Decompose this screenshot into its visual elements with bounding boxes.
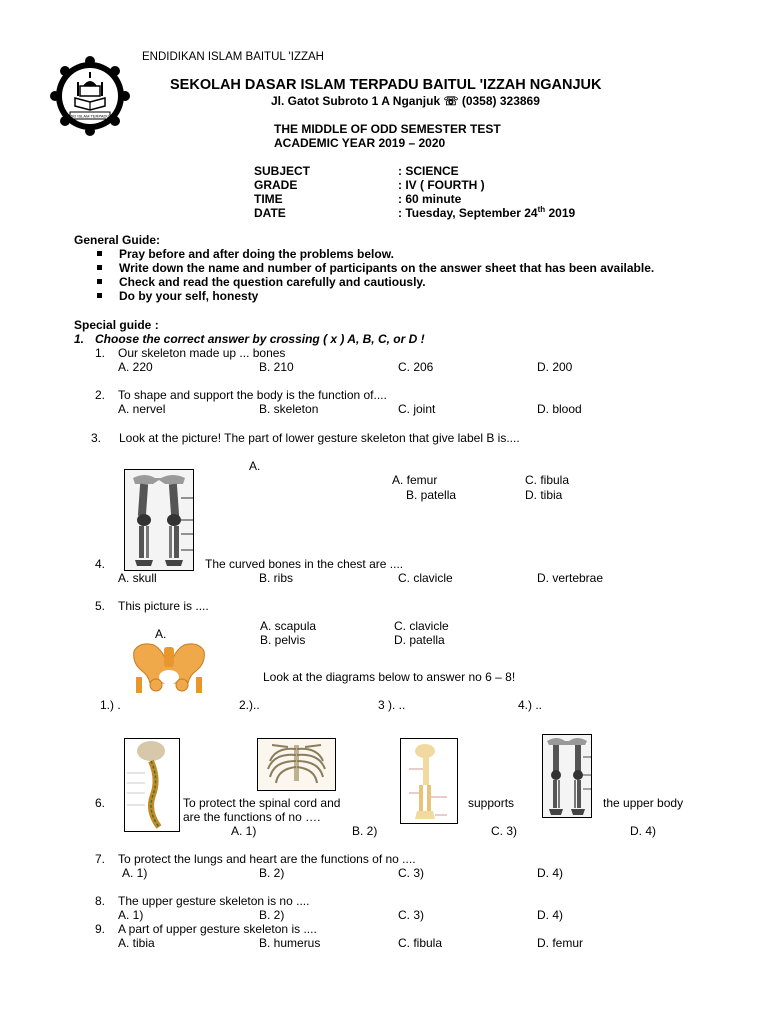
instruction-text: Choose the correct answer by crossing ( x ) A, B, C, or D ! (95, 332, 425, 346)
q4-option-d[interactable]: D. vertebrae (537, 571, 604, 585)
q3-number: 3. (91, 431, 102, 445)
q7-option-c[interactable]: C. 3) (398, 866, 425, 880)
q4-number: 4. (95, 557, 106, 571)
phone-icon: ☏ (443, 94, 459, 108)
q7-option-b[interactable]: B. 2) (259, 866, 285, 880)
foundation-name: ENDIDIKAN ISLAM BAITUL 'IZZAH (142, 51, 324, 63)
q9-option-c[interactable]: C. fibula (398, 936, 443, 950)
info-label-time: TIME (254, 192, 283, 206)
q6-option-d[interactable]: D. 4) (630, 824, 657, 838)
instruction-number: 1. (74, 332, 85, 346)
info-label-subject: SUBJECT (254, 164, 311, 178)
info-label-date: DATE (254, 206, 286, 220)
q8-option-a[interactable]: A. 1) (118, 908, 144, 922)
diagram-4-leg-picture (542, 734, 592, 818)
q1-option-d[interactable]: D. 200 (537, 360, 573, 374)
q9-option-b[interactable]: B. humerus (259, 936, 321, 950)
q5-option-d[interactable]: D. patella (394, 633, 445, 647)
q2-option-c[interactable]: C. joint (398, 402, 436, 416)
school-address: Jl. Gatot Subroto 1 A Nganjuk ☏ (0358) 323869 (271, 94, 540, 108)
q4-option-c[interactable]: C. clavicle (398, 571, 453, 585)
info-value-subject: : SCIENCE (398, 164, 459, 178)
info-value-date: : Tuesday, September 24th 2019 (398, 205, 576, 220)
general-guide-heading: General Guide: (74, 233, 161, 247)
q5-picture-label: A. (155, 627, 167, 641)
academic-year: ACADEMIC YEAR 2019 – 2020 (274, 136, 446, 150)
guide-item: Check and read the question carefully and cautiously. (97, 275, 654, 289)
q1-text: Our skeleton made up ... bones (118, 346, 286, 360)
diagram-label-2: 2.).. (239, 698, 260, 712)
q9-option-a[interactable]: A. tibia (118, 936, 155, 950)
q3-option-d[interactable]: D. tibia (525, 488, 563, 502)
diagram-3-arm-picture (400, 738, 458, 824)
q1-option-a[interactable]: A. 220 (118, 360, 153, 374)
q2-option-d[interactable]: D. blood (537, 402, 582, 416)
diagram-label-3: 3 ). .. (378, 698, 406, 712)
q3-option-c[interactable]: C. fibula (525, 473, 570, 487)
diagram-label-4: 4.) .. (518, 698, 543, 712)
diagram-label-1: 1.) . (100, 698, 121, 712)
info-value-grade: : IV ( FOURTH ) (398, 178, 485, 192)
q2-number: 2. (95, 388, 106, 402)
q6-text-upper-body: the upper body (603, 796, 684, 810)
q3-leg-skeleton-picture (124, 469, 194, 571)
q4-text: The curved bones in the chest are .... (205, 557, 404, 571)
q6-text-line1: To protect the spinal cord and (183, 796, 341, 810)
q7-text: To protect the lungs and heart are the functions of no .... (118, 852, 416, 866)
q2-option-b[interactable]: B. skeleton (259, 402, 319, 416)
q5-text: This picture is .... (118, 599, 209, 613)
q3-picture-label: A. (249, 459, 261, 473)
q8-text: The upper gesture skeleton is no .... (118, 894, 310, 908)
q9-option-d[interactable]: D. femur (537, 936, 584, 950)
guide-item: Do by your self, honesty (97, 289, 654, 303)
info-value-time: : 60 minute (398, 192, 462, 206)
q4-option-a[interactable]: A. skull (118, 571, 157, 585)
guide-item: Write down the name and number of participants on the answer sheet that has been available. (97, 261, 654, 275)
q9-number: 9. (95, 922, 106, 936)
q7-option-a[interactable]: A. 1) (122, 866, 148, 880)
q8-option-d[interactable]: D. 4) (537, 908, 564, 922)
q7-option-d[interactable]: D. 4) (537, 866, 564, 880)
q5-pelvis-picture (130, 641, 208, 695)
q5-option-a[interactable]: A. scapula (260, 619, 317, 633)
q6-option-a[interactable]: A. 1) (231, 824, 257, 838)
q3-text: Look at the picture! The part of lower gesture skeleton that give label B is.... (119, 431, 520, 445)
q8-option-c[interactable]: C. 3) (398, 908, 425, 922)
school-logo (50, 56, 130, 136)
q4-option-b[interactable]: B. ribs (259, 571, 294, 585)
q6-option-b[interactable]: B. 2) (352, 824, 378, 838)
q9-text: A part of upper gesture skeleton is .... (118, 922, 317, 936)
q3-option-a[interactable]: A. femur (392, 473, 438, 487)
exam-title: THE MIDDLE OF ODD SEMESTER TEST (274, 122, 501, 136)
q1-option-b[interactable]: B. 210 (259, 360, 294, 374)
q5-number: 5. (95, 599, 106, 613)
q6-text-line2: are the functions of no …. (183, 810, 321, 824)
general-guide-list (97, 247, 654, 303)
q2-text: To shape and support the body is the function of.... (118, 388, 387, 402)
q6-number: 6. (95, 796, 106, 810)
q6-option-c[interactable]: C. 3) (491, 824, 518, 838)
diagrams-intro: Look at the diagrams below to answer no 6 – 8! (263, 670, 516, 684)
diagram-2-ribcage-picture (257, 738, 336, 791)
svg-text:SD ISLAM TERPADU: SD ISLAM TERPADU (70, 113, 110, 119)
guide-item: Pray before and after doing the problems below. (97, 247, 654, 261)
q3-option-b[interactable]: B. patella (406, 488, 457, 502)
q2-option-a[interactable]: A. nervel (118, 402, 166, 416)
q7-number: 7. (95, 852, 106, 866)
diagram-1-spine-picture (124, 738, 180, 832)
info-label-grade: GRADE (254, 178, 298, 192)
q5-option-c[interactable]: C. clavicle (394, 619, 449, 633)
q1-option-c[interactable]: C. 206 (398, 360, 434, 374)
q8-number: 8. (95, 894, 106, 908)
school-name: SEKOLAH DASAR ISLAM TERPADU BAITUL 'IZZAH NGANJUK (170, 77, 602, 93)
q1-number: 1. (95, 346, 106, 360)
q6-text-supports: supports (468, 796, 515, 810)
q5-option-b[interactable]: B. pelvis (260, 633, 306, 647)
q8-option-b[interactable]: B. 2) (259, 908, 285, 922)
special-guide-heading: Special guide : (74, 318, 159, 332)
